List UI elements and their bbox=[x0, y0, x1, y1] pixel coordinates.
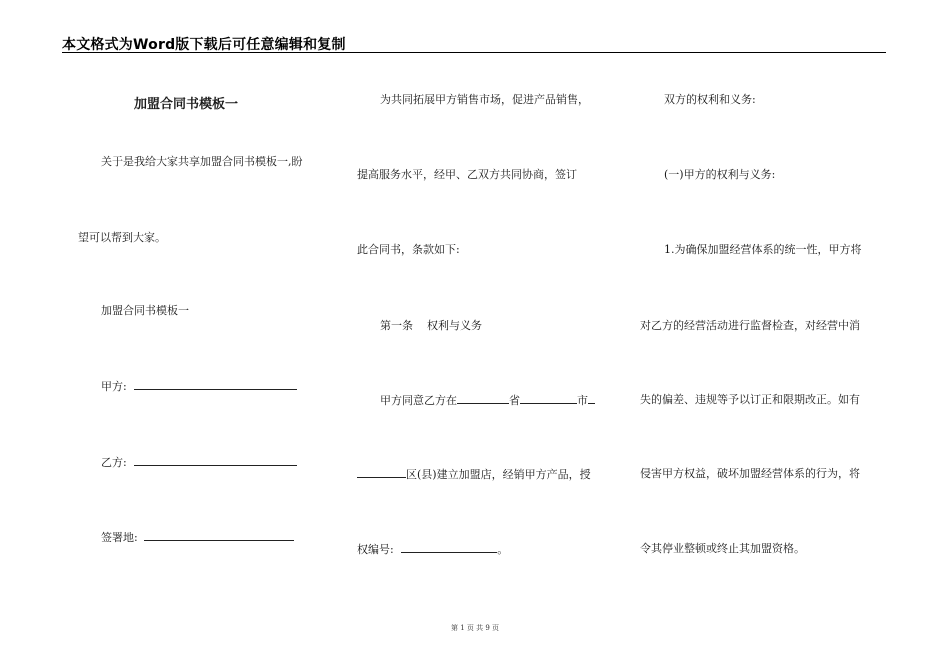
city-blank[interactable] bbox=[520, 393, 577, 404]
page-header bbox=[62, 32, 886, 53]
col2-line-2: 提高服务水平，经甲、乙双方共同协商，签订 bbox=[357, 168, 577, 181]
sign-place-row bbox=[101, 530, 294, 545]
party-b-row bbox=[101, 455, 297, 470]
col3-line-7: 令其停业整顿或终止其加盟资格。 bbox=[640, 542, 805, 555]
sign-place-blank[interactable] bbox=[144, 530, 294, 541]
col2-line-1: 为共同拓展甲方销售市场，促进产品销售， bbox=[380, 93, 589, 106]
party-a-blank[interactable] bbox=[134, 379, 297, 390]
province-label: 省 bbox=[509, 394, 520, 407]
party-a-row bbox=[101, 379, 297, 394]
document-title: 加盟合同书模板一 bbox=[134, 97, 239, 112]
page-footer: 第 1 页 共 9 页 bbox=[450, 624, 500, 632]
city-label: 市 bbox=[577, 394, 588, 407]
district-blank[interactable] bbox=[357, 467, 406, 478]
subtitle: 加盟合同书模板一 bbox=[101, 304, 189, 317]
col3-line-5: 失的偏差、违规等予以订正和限期改正。如有 bbox=[640, 393, 860, 406]
auth-number-label: 权编号: bbox=[357, 543, 394, 556]
auth-number-blank[interactable] bbox=[401, 542, 497, 553]
col3-line-2: (一)甲方的权利与义务: bbox=[664, 168, 776, 181]
party-b-blank[interactable] bbox=[134, 455, 297, 466]
district-text: 区(县)建立加盟店，经销甲方产品，授 bbox=[406, 468, 591, 481]
article-1-heading: 第一条 权利与义务 bbox=[380, 319, 482, 332]
col2-line-7 bbox=[357, 542, 508, 557]
party-b-label: 乙方: bbox=[101, 456, 127, 469]
intro-line-1: 关于是我给大家共享加盟合同书模板一,盼 bbox=[101, 155, 303, 168]
col3-line-6: 侵害甲方权益，破坏加盟经营体系的行为，将 bbox=[640, 467, 860, 480]
col2-line-6 bbox=[357, 467, 591, 482]
party-a-label: 甲方: bbox=[101, 380, 127, 393]
header-text: 本文格式为Word版下载后可任意编辑和复制 bbox=[62, 37, 346, 53]
col3-line-3: 1.为确保加盟经营体系的统一性，甲方将 bbox=[664, 243, 862, 256]
province-blank[interactable] bbox=[457, 393, 509, 404]
location-prefix: 甲方同意乙方在 bbox=[380, 394, 457, 407]
auth-number-end: 。 bbox=[497, 543, 509, 556]
col3-line-4: 对乙方的经营活动进行监督检查，对经营中消 bbox=[640, 319, 860, 332]
col2-line-5 bbox=[380, 393, 595, 408]
intro-line-2: 望可以帮到大家。 bbox=[78, 231, 166, 244]
district-blank-start[interactable] bbox=[588, 393, 595, 404]
col3-line-1: 双方的权利和义务: bbox=[664, 93, 756, 106]
sign-place-label: 签署地: bbox=[101, 531, 138, 544]
col2-line-3: 此合同书，条款如下: bbox=[357, 243, 460, 256]
